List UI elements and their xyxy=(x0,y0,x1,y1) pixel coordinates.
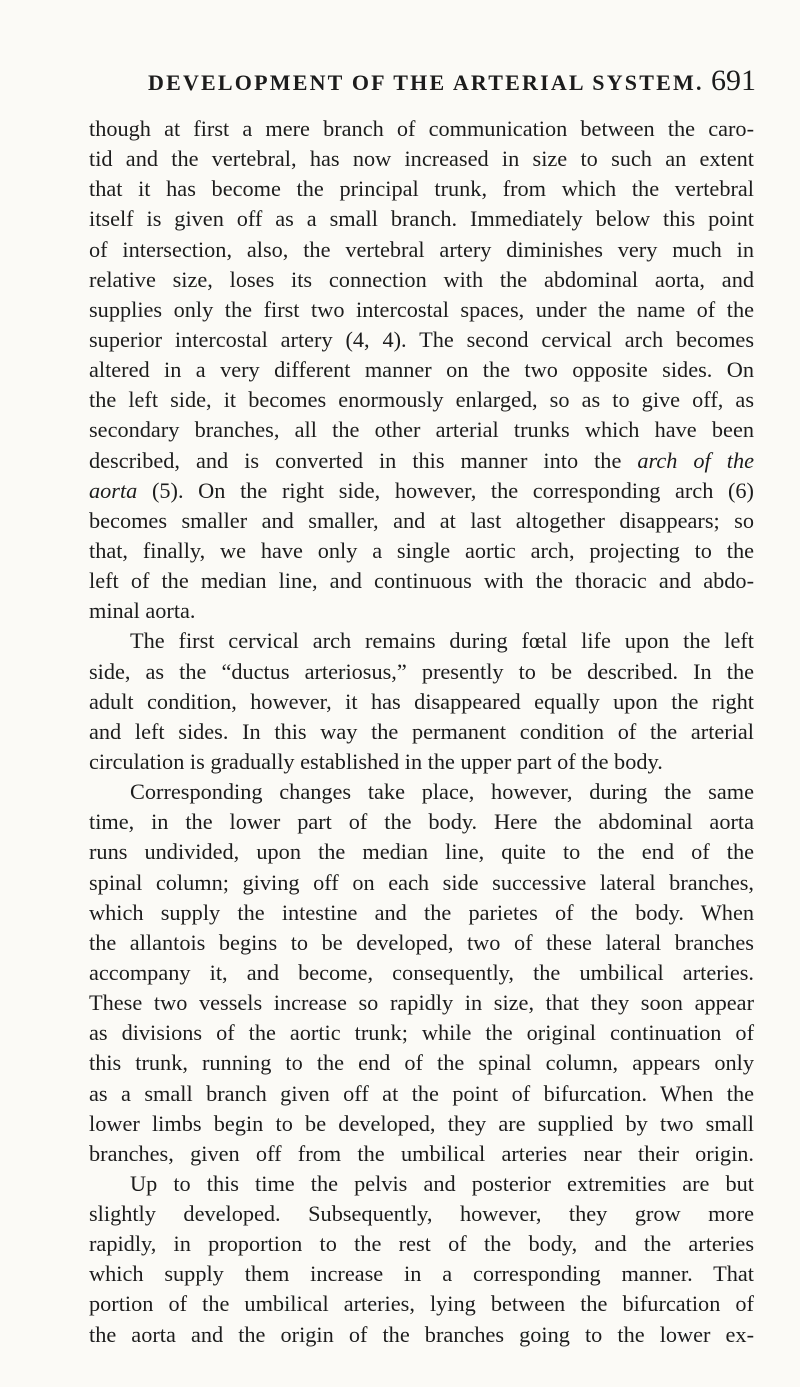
text-segment: described, and is converted in this manner into the xyxy=(89,447,622,473)
text-line: slightly developed. Subsequently, however, they grow more xyxy=(89,1201,754,1227)
text-line: accompany it, and become, consequently, the umbilical arteries. xyxy=(89,959,754,985)
text-line: portion of the umbilical arteries, lying between the bifurcation of xyxy=(89,1291,754,1317)
text-line-with-italic xyxy=(89,446,754,476)
text-line: as divisions of the aortic trunk; while the original continuation of xyxy=(89,1020,754,1046)
text-line: lower limbs begin to be developed, they are supplied by two small xyxy=(89,1110,754,1136)
text-line: tid and the vertebral, has now increased in size to such an extent xyxy=(89,146,754,172)
italic-term: arch of the xyxy=(637,447,754,473)
text-line: left of the median line, and continuous with the thoracic and abdo- xyxy=(89,568,754,594)
paragraph-end-line: circulation is gradually established in the upper part of the body. xyxy=(89,748,663,774)
text-line: side, as the “ductus arteriosus,” presently to be described. In the xyxy=(89,658,754,684)
text-line: this trunk, running to the end of the spinal column, appears only xyxy=(89,1050,754,1076)
text-line: as a small branch given off at the point of bifurcation. When the xyxy=(89,1080,754,1106)
text-line: the allantois begins to be developed, two of these lateral branches xyxy=(89,929,754,955)
italic-term-continued: aorta xyxy=(89,477,138,503)
paragraph-start-line: Up to this time the pelvis and posterior extremities are but xyxy=(130,1170,754,1196)
text-segment: (5). On the right side, however, the corresponding arch (6) xyxy=(151,477,754,503)
text-line: which supply them increase in a corresponding manner. That xyxy=(89,1261,754,1287)
text-line: itself is given off as a small branch. Immediately below this point xyxy=(89,206,754,232)
text-line: superior intercostal artery (4, 4). The second cervical arch becomes xyxy=(89,326,754,352)
text-line: rapidly, in proportion to the rest of the body, and the arteries xyxy=(89,1231,754,1257)
text-line: which supply the intestine and the parietes of the body. When xyxy=(89,899,754,925)
text-line: the left side, it becomes enormously enlarged, so as to give off, as xyxy=(89,387,754,413)
text-line: though at first a mere branch of communication between the caro- xyxy=(89,116,754,141)
text-line: and left sides. In this way the permanent condition of the arterial xyxy=(89,718,754,744)
text-line: secondary branches, all the other arterial trunks which have been xyxy=(89,417,754,443)
body-text xyxy=(89,114,754,1350)
text-line: altered in a very different manner on the two opposite sides. On xyxy=(89,357,754,383)
text-line: the aorta and the origin of the branches going to the lower ex- xyxy=(89,1321,754,1347)
text-line: of intersection, also, the vertebral artery diminishes very much in xyxy=(89,236,754,262)
text-line: These two vessels increase so rapidly in size, that they soon appear xyxy=(89,990,754,1016)
text-line-with-italic xyxy=(89,476,754,506)
paragraph-start-line: Corresponding changes take place, however, during the same xyxy=(130,779,754,805)
text-line: that it has become the principal trunk, from which the vertebral xyxy=(89,176,754,202)
text-line: adult condition, however, it has disappeared equally upon the right xyxy=(89,688,754,714)
text-line: relative size, loses its connection with the abdominal aorta, and xyxy=(89,266,754,292)
paragraph-start-line: The first cervical arch remains during fœtal life upon the left xyxy=(130,628,754,654)
text-line: becomes smaller and smaller, and at last altogether disappears; so xyxy=(89,507,754,533)
paragraph-end-line: minal aorta. xyxy=(89,598,196,624)
text-line: time, in the lower part of the body. Here the abdominal aorta xyxy=(89,809,754,835)
text-line: runs undivided, upon the median line, quite to the end of the xyxy=(89,839,754,865)
text-line: spinal column; giving off on each side successive lateral branches, xyxy=(89,869,754,895)
text-line: branches, given off from the umbilical arteries near their origin. xyxy=(89,1140,754,1166)
text-line: that, finally, we have only a single aortic arch, projecting to the xyxy=(89,537,754,563)
page-number: 691 xyxy=(711,64,756,97)
running-title: DEVELOPMENT OF THE ARTERIAL SYSTEM. xyxy=(148,70,704,95)
text-line: supplies only the first two intercostal spaces, under the name of the xyxy=(89,296,754,322)
